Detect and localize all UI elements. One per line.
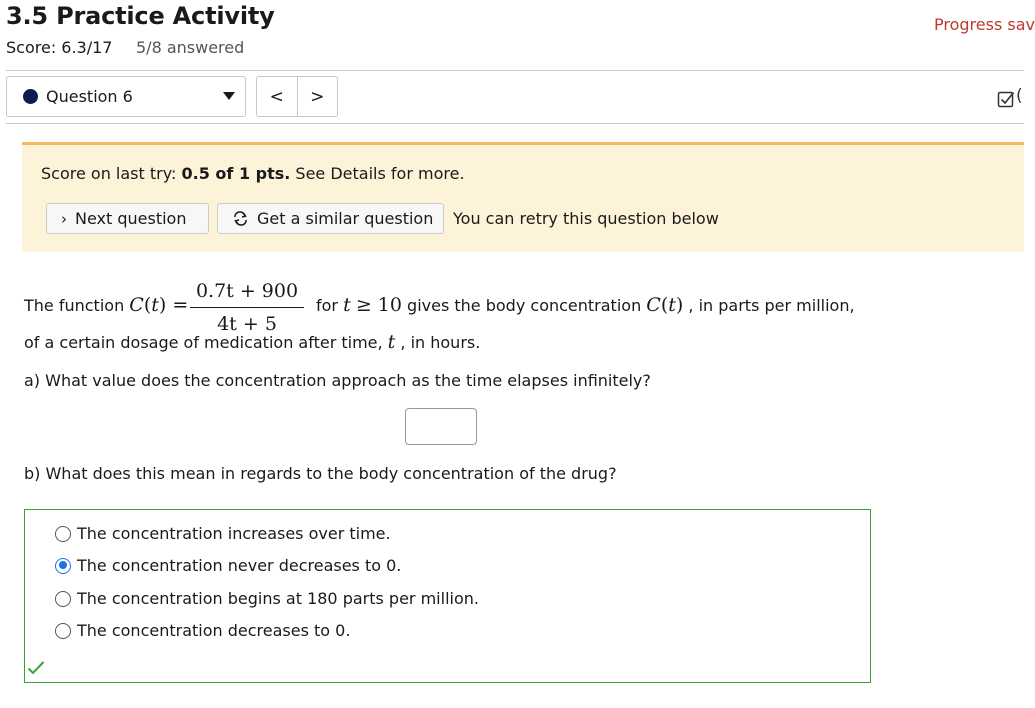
choice-4[interactable]: The concentration decreases to 0.: [55, 621, 350, 640]
question-line-2: of a certain dosage of medication after time, t , in hours.: [24, 331, 481, 353]
answer-input[interactable]: [405, 408, 477, 445]
correct-check-icon: [27, 660, 45, 676]
radio-button[interactable]: [55, 623, 71, 639]
part-a-prompt: a) What value does the concentration approach as the time elapses infinitely?: [24, 371, 651, 390]
radio-button[interactable]: [55, 526, 71, 542]
divider: [6, 70, 1024, 71]
last-try-score: 0.5 of 1 pts.: [181, 164, 291, 183]
question-line-1-rest: for t ≥ 10 gives the body concentration C(t) , in parts per million,: [316, 294, 855, 316]
choice-1[interactable]: The concentration increases over time.: [55, 524, 391, 543]
divider: [6, 123, 1024, 124]
question-nav: [256, 76, 338, 117]
question-status-dot: [23, 89, 38, 104]
part-b-prompt: b) What does this mean in regards to the body concentration of the drug?: [24, 464, 617, 483]
fraction-numerator: 0.7t + 900: [195, 280, 299, 302]
toolbar-partial-glyph: (: [1016, 86, 1023, 106]
prev-question-button[interactable]: <: [269, 86, 284, 107]
question-line-1: The function C(t) =: [24, 294, 189, 316]
question-select-label: Question 6: [46, 87, 133, 106]
choice-3[interactable]: The concentration begins at 180 parts per million.: [55, 589, 479, 608]
next-question-label: Next question: [75, 209, 187, 228]
next-question-button[interactable]: [46, 203, 209, 234]
score-text: Score: 6.3/17: [6, 38, 113, 57]
caret-down-icon: [223, 92, 235, 100]
fraction-denominator: 4t + 5: [217, 313, 277, 335]
fraction-bar: [190, 307, 304, 308]
condition: ≥ 10: [355, 294, 402, 316]
radio-button-selected[interactable]: [55, 558, 71, 574]
similar-question-label: Get a similar question: [257, 209, 434, 228]
progress-status: Progress sav: [934, 15, 1035, 34]
question-select[interactable]: [6, 76, 246, 117]
last-try-message: Score on last try: 0.5 of 1 pts. See Details for more.: [41, 164, 465, 183]
similar-question-button[interactable]: [217, 203, 444, 234]
radio-button[interactable]: [55, 591, 71, 607]
checkbox-check-icon[interactable]: [997, 90, 1015, 108]
choice-2[interactable]: The concentration never decreases to 0.: [55, 556, 401, 575]
chevron-right-icon: ›: [61, 209, 67, 228]
math-function: C(t) =: [129, 294, 189, 316]
answer-choices: [24, 509, 871, 683]
retry-icon: [232, 211, 249, 226]
score-banner: [22, 142, 1024, 252]
function-fraction: [190, 280, 304, 335]
answered-count: 5/8 answered: [136, 38, 245, 57]
next-question-arrow-button[interactable]: >: [297, 77, 338, 116]
retry-message: You can retry this question below: [453, 209, 719, 228]
page-title: 3.5 Practice Activity: [6, 2, 275, 30]
